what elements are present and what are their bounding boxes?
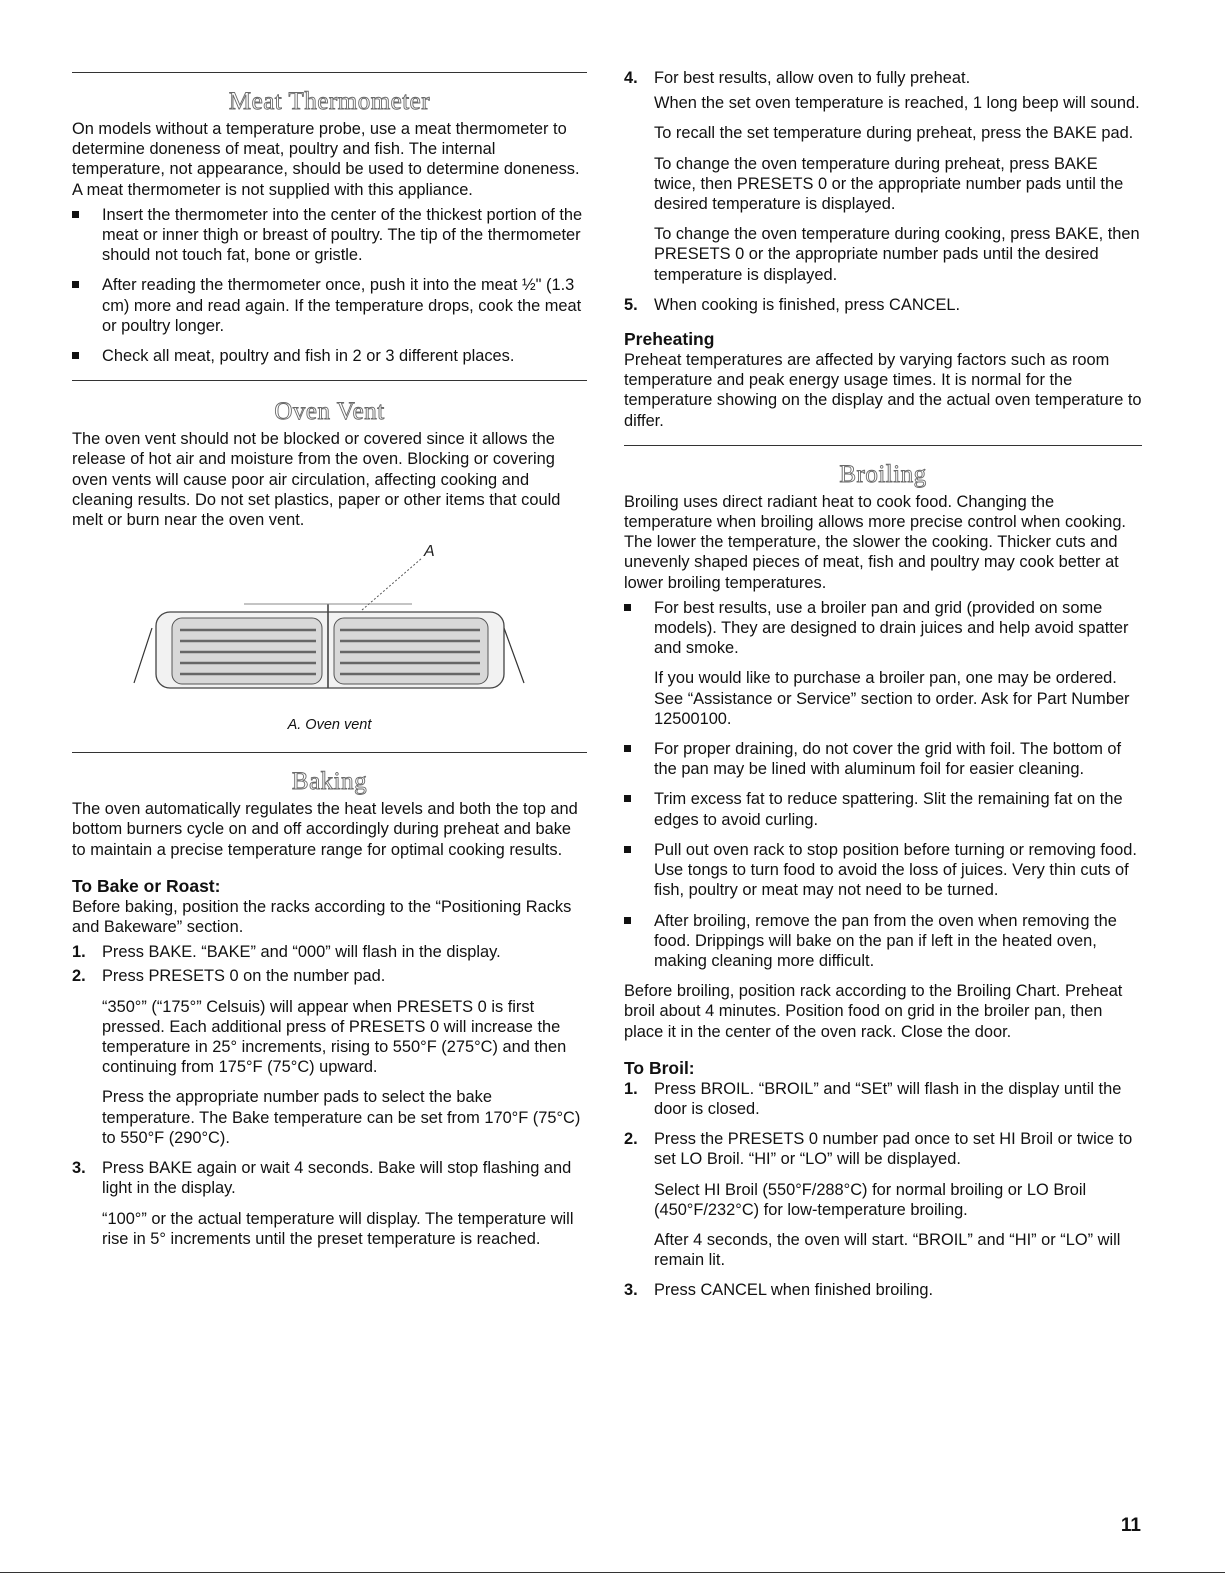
broiling-lead: Before broiling, position rack according to the Broiling Chart. Preheat broil about 4 minutes. Position food on grid in the broiler pan, then place it in the center of the oven rack. Close the door. <box>624 982 1123 1041</box>
step-note: To change the oven temperature during cooking, press BAKE, then PRESETS 0 or the appropriate number pads until the desired temperature is displayed. <box>654 225 1140 284</box>
step-note: To recall the set temperature during preheat, press the BAKE pad. <box>654 124 1134 143</box>
section-title-baking: Baking <box>291 768 368 796</box>
step-text: Press BAKE. “BAKE” and “000” will flash in the display. <box>102 943 501 962</box>
bullet-icon <box>72 352 79 359</box>
step-number: 4. <box>624 69 638 87</box>
step-item <box>624 1079 1142 1119</box>
list-item <box>72 346 587 366</box>
right-column <box>624 0 1142 1301</box>
step-text: Press the PRESETS 0 number pad once to set HI Broil or twice to set LO Broil. “HI” or “LO” will be displayed. <box>654 1130 1133 1169</box>
step-number: 1. <box>624 1079 638 1098</box>
step-note: After 4 seconds, the oven will start. “BROIL” and “HI” or “LO” will remain lit. <box>654 1230 1121 1270</box>
bullet-icon <box>624 604 631 611</box>
bullet-icon <box>72 281 79 288</box>
list-item-text: Check all meat, poultry and fish in 2 or 3 different places. <box>102 347 515 366</box>
step-number: 5. <box>624 295 638 314</box>
step-item <box>72 1158 587 1198</box>
baking-body: The oven automatically regulates the heat levels and both the top and bottom burners cycle on and off accordingly during preheat and bake to maintain a precise temperature range for optimal cooking results. <box>72 800 578 859</box>
list-item-text: Insert the thermometer into the center of the thickest portion of the meat or inner thigh or breast of poultry. The tip of the thermometer should not touch fat, bone or gristle. <box>102 205 583 265</box>
step-text: Press BAKE again or wait 4 seconds. Bake will stop flashing and light in the display. <box>102 1159 572 1198</box>
bullet-icon <box>624 795 631 802</box>
list-item <box>624 911 1142 972</box>
section-title-oven-vent: Oven Vent <box>274 398 385 426</box>
section-divider <box>624 445 1142 446</box>
step-note: “350°” (“175°” Celsuis) will appear when PRESETS 0 is first pressed. Each additional press of PRESETS 0 will increase the temperature in 25° increments, rising to 550°F (275°C) and then continuing from 175°F (75°C) upward. <box>102 997 567 1077</box>
step-text: Press PRESETS 0 on the number pad. <box>102 967 386 986</box>
step-number: 3. <box>624 1281 638 1300</box>
baking-lead: Before baking, position the racks according to the “Positioning Racks and Bakeware” section. <box>72 897 572 937</box>
step-note: To change the oven temperature during preheat, press BAKE twice, then PRESETS 0 or the appropriate number pads until the desired temperature is displayed. <box>654 154 1124 214</box>
step-item <box>72 942 587 962</box>
section-divider <box>72 72 587 73</box>
list-item-text: For proper draining, do not cover the grid with foil. The bottom of the pan may be lined with aluminum foil for easier cleaning. <box>654 740 1122 779</box>
preheating-body: Preheat temperatures are affected by varying factors such as room temperature and peak energy usage times. It is normal for the temperature showing on the display and the actual oven temperature to differ. <box>624 351 1142 430</box>
step-note: “100°” or the actual temperature will display. The temperature will rise in 5° increments until the preset temperature is reached. <box>102 1209 574 1248</box>
step-number: 2. <box>624 1130 638 1149</box>
bullet-icon <box>624 846 631 853</box>
list-item-text: After reading the thermometer once, push it into the meat ½" (1.3 cm) more and read again. If the temperature drops, cook the meat or poultry longer. <box>102 276 582 335</box>
oven-vent-body: The oven vent should not be blocked or covered since it allows the release of hot air and moisture from the oven. Blocking or covering oven vents will cause poor air circulation, affecting cooking and cleaning results. Do not set plastics, paper or other items that could melt or burn near the oven vent. <box>72 430 561 530</box>
section-divider <box>72 380 587 381</box>
list-item-text: Pull out oven rack to stop position before turning or removing food. Use tongs to turn food to avoid the loss of juices. Very thin cuts of fish, poultry or meat may not need to be turned. <box>654 840 1137 900</box>
list-item-text: For best results, use a broiler pan and grid (provided on some models). They are designed to drain juices and help avoid spatter and smoke. <box>654 598 1129 658</box>
step-number: 3. <box>72 1159 86 1178</box>
step-text: Press CANCEL when finished broiling. <box>654 1281 934 1300</box>
section-title-broiling: Broiling <box>839 460 927 488</box>
step-number: 2. <box>72 967 86 986</box>
step-text: Press BROIL. “BROIL” and “SEt” will flash in the display until the door is closed. <box>654 1079 1122 1118</box>
figure-caption: A. Oven vent <box>287 717 372 734</box>
broiling-body: Broiling uses direct radiant heat to cook food. Changing the temperature when broiling allows more precise control when cooking. The lower the temperature, the slower the cooking. Thicker cuts and unevenly shaped pieces of meat, fish and poultry may cook better at lower broiling temperatures. <box>624 492 1126 592</box>
list-item-text: After broiling, remove the pan from the oven when removing the food. Drippings will bake on the pan if left in the heated oven, making cleaning more difficult. <box>654 911 1117 970</box>
list-item-text: Trim excess fat to reduce spattering. Slit the remaining fat on the edges to avoid curling. <box>654 790 1123 829</box>
list-item <box>624 739 1142 779</box>
step-item <box>624 295 1142 315</box>
list-item <box>624 598 1142 659</box>
step-item <box>624 1280 1142 1300</box>
bullet-icon <box>72 211 79 218</box>
bullet-icon <box>624 745 631 752</box>
step-text: When cooking is finished, press CANCEL. <box>654 295 961 314</box>
subheading-to-broil: To Broil: <box>624 1057 695 1078</box>
page-bottom-rule <box>0 1572 1225 1573</box>
list-item <box>624 840 1142 901</box>
page-number: 11 <box>1120 1515 1141 1536</box>
step-note: When the set oven temperature is reached, 1 long beep will sound. <box>654 94 1140 113</box>
figure-callout-label: A <box>424 543 435 561</box>
subheading-preheating: Preheating <box>624 329 715 350</box>
subheading-to-bake: To Bake or Roast: <box>72 875 221 896</box>
list-item-note: If you would like to purchase a broiler pan, one may be ordered. See “Assistance or Service” section to order. Ask for Part Number 12500100. <box>654 669 1130 728</box>
step-item <box>624 1129 1142 1169</box>
list-item <box>624 789 1142 829</box>
list-item <box>72 205 587 266</box>
section-title-meat-thermometer: Meat Thermometer <box>228 88 431 115</box>
left-column <box>72 0 587 1249</box>
step-text: For best results, allow oven to fully preheat. <box>654 69 971 87</box>
oven-vent-illustration <box>72 540 587 716</box>
step-number: 1. <box>72 943 86 962</box>
step-note: Select HI Broil (550°F/288°C) for normal broiling or LO Broil (450°F/232°C) for low-temperature broiling. <box>654 1180 1087 1219</box>
step-item <box>624 68 1142 88</box>
step-item <box>72 966 587 986</box>
step-note: Press the appropriate number pads to select the bake temperature. The Bake temperature can be set from 170°F (75°C) to 550°F (290°C). <box>102 1088 581 1147</box>
section-divider <box>72 752 587 753</box>
oven-vent-figure <box>72 540 587 716</box>
meat-thermometer-intro: On models without a temperature probe, use a meat thermometer to determine doneness of meat, poultry and fish. The internal temperature, not appearance, should be used to determine doneness. A meat thermometer is not supplied with this appliance. <box>72 120 580 199</box>
bullet-icon <box>624 917 631 924</box>
list-item <box>72 275 587 336</box>
